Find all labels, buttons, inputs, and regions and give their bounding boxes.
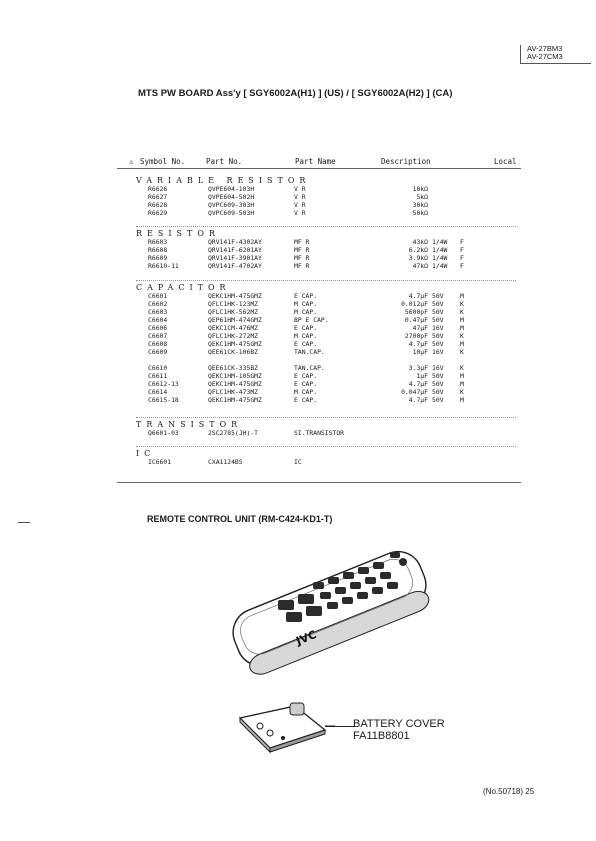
cell-symbol: C6609 xyxy=(148,348,168,356)
cell-symbol: IC6601 xyxy=(148,458,172,466)
table-row xyxy=(148,308,464,316)
cell-part-name: SI.TRANSISTOR xyxy=(294,429,345,437)
table-row xyxy=(148,316,464,324)
cell-local: M xyxy=(460,292,464,300)
cell-value: 5kΩ xyxy=(416,193,428,201)
cell-symbol: C6614 xyxy=(148,388,168,396)
remote-section-title: REMOTE CONTROL UNIT (RM-C424-KD1-T) xyxy=(147,514,333,524)
cell-part-name: TAN.CAP. xyxy=(294,364,325,372)
model-number: AV-27BM3 xyxy=(527,44,563,53)
cell-local: M xyxy=(460,340,464,348)
page-footer: (No.50718) 25 xyxy=(483,787,535,796)
cell-symbol: C6606 xyxy=(148,324,168,332)
cell-symbol: Q6601-03 xyxy=(148,429,179,437)
cell-value: 4.7μF xyxy=(408,396,428,404)
cell-local: M xyxy=(460,380,464,388)
warning-icon: ⚠ xyxy=(129,157,134,166)
cell-value: 0.47μF xyxy=(404,316,428,324)
cell-symbol: C6603 xyxy=(148,308,168,316)
cell-local: K xyxy=(460,332,464,340)
cell-part-name: MF R xyxy=(294,254,310,262)
header-rule xyxy=(117,168,521,169)
parts-group xyxy=(136,420,345,437)
cell-symbol: R6610-11 xyxy=(148,262,179,270)
cell-part-no: QFLC1HK-473MZ xyxy=(208,388,259,396)
model-number: AV-27CM3 xyxy=(527,52,563,61)
group-separator xyxy=(136,226,516,227)
cell-value: 50kΩ xyxy=(412,209,428,217)
cell-part-no: CXA1124BS xyxy=(208,458,243,466)
cell-part-no: QFLC1HK-123MZ xyxy=(208,300,259,308)
group-label: IC xyxy=(136,449,156,458)
cell-part-no: QEKC1HM-475GMZ xyxy=(208,292,262,300)
table-row xyxy=(148,292,464,300)
cell-local: K xyxy=(460,348,464,356)
table-row xyxy=(148,396,464,404)
cell-value: 47kΩ xyxy=(412,262,428,270)
parts-group xyxy=(136,229,464,270)
table-row xyxy=(148,380,464,388)
table-row xyxy=(148,262,464,270)
cell-part-no: QRV141F-4702AY xyxy=(208,262,262,270)
cell-rating: 50V xyxy=(432,308,444,316)
cell-symbol: R6629 xyxy=(148,209,168,217)
remote-brand-logo: JVC xyxy=(294,627,319,648)
cell-rating: 50V xyxy=(432,372,444,380)
cell-part-name: TAN.CAP. xyxy=(294,348,325,356)
table-row xyxy=(148,388,464,396)
cell-part-no: QRV141F-3901AY xyxy=(208,254,262,262)
cell-part-no: QEP61HM-474GMZ xyxy=(208,316,262,324)
remote-control-illustration xyxy=(218,530,438,680)
cell-value: 6.2kΩ xyxy=(408,246,428,254)
cell-part-no: QEKC1CM-476MZ xyxy=(208,324,259,332)
group-label: VARIABLE RESISTOR xyxy=(136,176,311,185)
cell-part-no: QEKC1HM-475GMZ xyxy=(208,396,262,404)
cell-part-name: M CAP. xyxy=(294,308,318,316)
cell-rating: 16V xyxy=(432,364,444,372)
cell-part-no: QVPE604-103H xyxy=(208,185,255,193)
cell-local: M xyxy=(460,324,464,332)
header-description: Description xyxy=(381,157,431,166)
cell-part-no: QVPC609-503H xyxy=(208,209,255,217)
group-separator xyxy=(136,280,516,281)
cell-symbol: R6603 xyxy=(148,238,168,246)
cell-local: K xyxy=(460,308,464,316)
table-row xyxy=(148,372,464,380)
cell-part-no: QEKC1HM-475GMZ xyxy=(208,340,262,348)
cell-part-name: MF R xyxy=(294,238,310,246)
cell-part-no: QEE61CK-335BZ xyxy=(208,364,259,372)
table-row xyxy=(148,300,464,308)
battery-cover-name: BATTERY COVER xyxy=(353,718,445,730)
cell-part-name: E CAP. xyxy=(294,396,318,404)
table-row xyxy=(148,324,464,332)
cell-local: K xyxy=(460,364,464,372)
group-label: CAPACITOR xyxy=(136,283,231,292)
cell-part-no: 2SC2785(JH)-T xyxy=(208,429,259,437)
cell-rating: 16V xyxy=(432,324,444,332)
cell-rating: 50V xyxy=(432,380,444,388)
cell-part-name: M CAP. xyxy=(294,300,318,308)
cell-rating: 1/4W xyxy=(432,238,448,246)
margin-mark xyxy=(18,522,30,523)
cell-value: 3.3μF xyxy=(408,364,428,372)
cell-part-name: E CAP. xyxy=(294,372,318,380)
table-row xyxy=(148,193,428,201)
cell-symbol: C6601 xyxy=(148,292,168,300)
cell-value: 5600pF xyxy=(404,308,428,316)
cell-local: K xyxy=(460,388,464,396)
cell-rating: 1/4W xyxy=(432,262,448,270)
leader-line xyxy=(325,726,355,727)
cell-rating: 50V xyxy=(432,332,444,340)
cell-local: F xyxy=(460,254,464,262)
cell-value: 30kΩ xyxy=(412,201,428,209)
cell-rating: 1/4W xyxy=(432,254,448,262)
cell-rating: 50V xyxy=(432,396,444,404)
cell-part-name: E CAP. xyxy=(294,292,318,300)
cell-value: 0.012μF xyxy=(401,300,428,308)
header-symbol: Symbol No. xyxy=(140,157,186,166)
cell-value: 1μF xyxy=(416,372,428,380)
cell-local: M xyxy=(460,396,464,404)
cell-value: 47μF xyxy=(412,324,428,332)
cell-rating: 50V xyxy=(432,340,444,348)
cell-rating: 1/4W xyxy=(432,246,448,254)
model-numbers-box xyxy=(520,45,591,64)
cell-part-no: QEE61CK-106BZ xyxy=(208,348,259,356)
group-separator xyxy=(136,417,516,418)
header-name: Part Name xyxy=(295,157,336,166)
cell-part-no: QVPC609-303H xyxy=(208,201,255,209)
cell-part-name: E CAP. xyxy=(294,340,318,348)
group-separator xyxy=(136,446,516,447)
table-row xyxy=(148,458,302,466)
battery-cover-illustration xyxy=(235,698,335,758)
table-row xyxy=(148,185,428,193)
table-bottom-rule xyxy=(117,482,521,483)
page-title: MTS PW BOARD Ass'y [ SGY6002A(H1) ] (US) / [ SGY6002A(H2) ] (CA) xyxy=(138,88,453,99)
cell-rating: 50V xyxy=(432,292,444,300)
cell-value: 4.7μF xyxy=(408,380,428,388)
cell-part-no: QFLC1HK-562MZ xyxy=(208,308,259,316)
cell-symbol: R6627 xyxy=(148,193,168,201)
cell-rating: 50V xyxy=(432,388,444,396)
cell-part-no: QRV141F-6201AY xyxy=(208,246,262,254)
cell-rating: 16V xyxy=(432,348,444,356)
cell-value: 4.7μF xyxy=(408,292,428,300)
cell-value: 43kΩ xyxy=(412,238,428,246)
table-row xyxy=(148,254,464,262)
cell-part-name: M CAP. xyxy=(294,332,318,340)
cell-part-name: MF R xyxy=(294,262,310,270)
table-row xyxy=(148,332,464,340)
cell-symbol: C6608 xyxy=(148,340,168,348)
cell-rating: 50V xyxy=(432,316,444,324)
battery-cover-label xyxy=(353,718,445,742)
parts-group xyxy=(136,283,464,404)
table-row xyxy=(148,246,464,254)
cell-symbol: R6628 xyxy=(148,201,168,209)
cell-part-name: MF R xyxy=(294,246,310,254)
cell-symbol: C6612-13 xyxy=(148,380,179,388)
group-label: TRANSISTOR xyxy=(136,420,243,429)
cell-value: 10μF xyxy=(412,348,428,356)
cell-part-name: BP E CAP. xyxy=(294,316,329,324)
cell-part-name: V R xyxy=(294,185,306,193)
cell-part-name: IC xyxy=(294,458,302,466)
cell-local: F xyxy=(460,246,464,254)
cell-part-name: M CAP. xyxy=(294,388,318,396)
table-row xyxy=(148,356,231,364)
cell-part-no: QEKC1HM-475GMZ xyxy=(208,380,262,388)
cell-value: 3.9kΩ xyxy=(408,254,428,262)
battery-cover-part: FA11B8801 xyxy=(353,730,410,742)
table-row xyxy=(148,238,464,246)
cell-symbol: C6610 xyxy=(148,364,168,372)
cell-part-name: E CAP. xyxy=(294,380,318,388)
header-part: Part No. xyxy=(206,157,243,166)
cell-symbol: C6611 xyxy=(148,372,168,380)
cell-part-no: QEKC1HM-105GMZ xyxy=(208,372,262,380)
cell-value: 2700pF xyxy=(404,332,428,340)
cell-part-no: QVPE604-502H xyxy=(208,193,255,201)
cell-value: 4.7μF xyxy=(408,340,428,348)
cell-local: K xyxy=(460,300,464,308)
cell-symbol: C6607 xyxy=(148,332,168,340)
cell-symbol: R6608 xyxy=(148,246,168,254)
cell-part-no: QFLC1HK-272MZ xyxy=(208,332,259,340)
cell-rating: 50V xyxy=(432,300,444,308)
cell-value: 0.047μF xyxy=(401,388,428,396)
group-label: RESISTOR xyxy=(136,229,220,238)
cell-part-name: V R xyxy=(294,193,306,201)
cell-part-no: QRV141F-4302AY xyxy=(208,238,262,246)
cell-local: F xyxy=(460,238,464,246)
cell-part-name: V R xyxy=(294,209,306,217)
cell-part-name: E CAP. xyxy=(294,324,318,332)
cell-symbol: C6602 xyxy=(148,300,168,308)
parts-group xyxy=(136,176,428,217)
cell-symbol: C6615-18 xyxy=(148,396,179,404)
cell-symbol: R6609 xyxy=(148,254,168,262)
cell-local: M xyxy=(460,316,464,324)
cell-symbol: R6626 xyxy=(148,185,168,193)
cell-local: M xyxy=(460,372,464,380)
table-row xyxy=(148,340,464,348)
table-row xyxy=(148,364,464,372)
table-row xyxy=(148,348,464,356)
cell-part-name: V R xyxy=(294,201,306,209)
table-row xyxy=(148,209,428,217)
header-local: Local xyxy=(494,157,517,166)
table-row xyxy=(148,201,428,209)
cell-value: 10kΩ xyxy=(412,185,428,193)
table-row xyxy=(148,429,345,437)
cell-local: F xyxy=(460,262,464,270)
parts-group xyxy=(136,449,302,466)
cell-symbol: C6604 xyxy=(148,316,168,324)
